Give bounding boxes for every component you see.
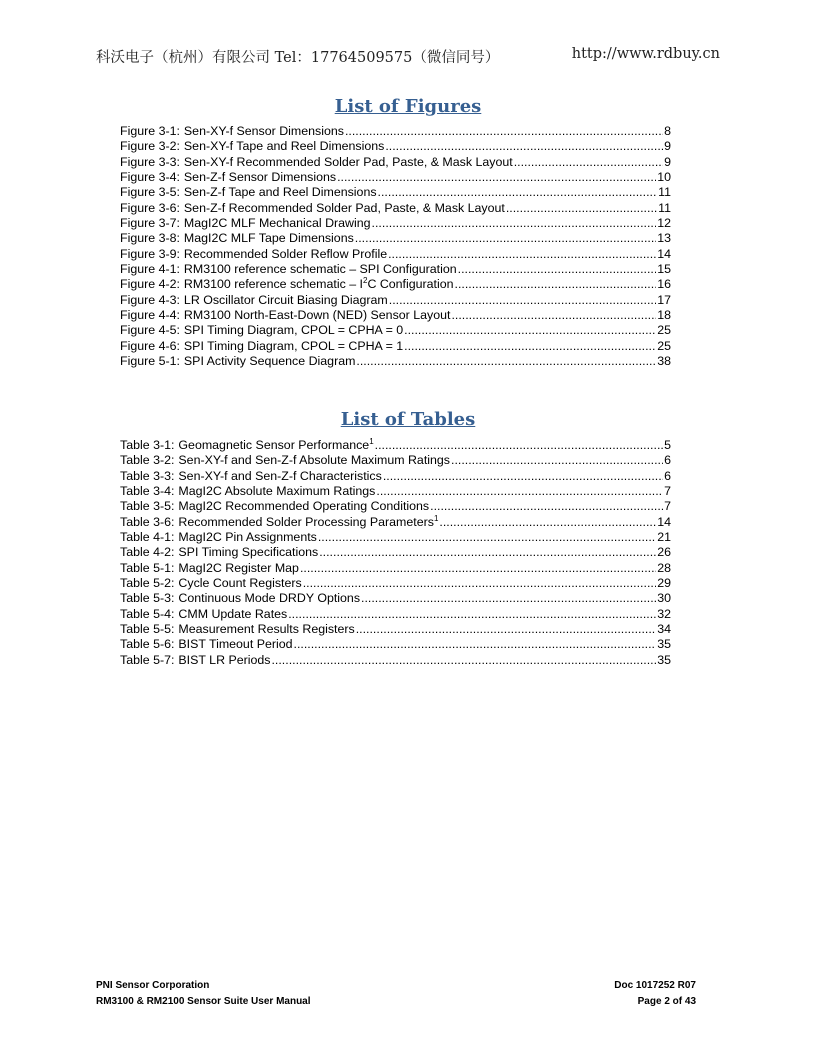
toc-entry-title: Sen-Z-f Sensor Dimensions [183, 170, 337, 185]
figure-entry[interactable] [120, 293, 671, 308]
footer-doc-number: Doc 1017252 R07 [614, 980, 696, 991]
figure-entry[interactable] [120, 308, 671, 323]
toc-entry-label: Figure 3-6: [120, 200, 180, 215]
toc-entry-label: Table 3-4: [120, 484, 175, 499]
dot-leader [458, 262, 657, 277]
dot-leader [451, 453, 663, 468]
dot-leader [404, 323, 656, 338]
figure-entry[interactable] [120, 124, 671, 139]
toc-entry-page: 11 [658, 200, 671, 215]
toc-entry-page: 6 [664, 453, 671, 468]
toc-entry-label: Figure 4-3: [120, 292, 180, 307]
toc-entry-title: Sen-XY-f Sensor Dimensions [183, 124, 344, 138]
figure-entry[interactable] [120, 277, 671, 292]
table-entry[interactable] [120, 607, 671, 622]
table-entry[interactable] [120, 530, 671, 545]
dot-leader [294, 637, 657, 652]
dot-leader [356, 354, 656, 369]
toc-entry-page: 17 [657, 292, 671, 307]
dot-leader [439, 515, 656, 530]
toc-entry-label: Figure 4-1: [120, 262, 180, 277]
table-entry[interactable] [120, 545, 671, 560]
toc-entry-title: Sen-XY-f Recommended Solder Pad, Paste, & Mask Layout [183, 154, 513, 169]
toc-entry-page: 11 [658, 185, 671, 200]
table-entry[interactable] [120, 499, 671, 514]
toc-entry-page: 16 [657, 277, 671, 292]
toc-entry-label: Table 5-7: [120, 652, 175, 667]
toc-entry-title: Measurement Results Registers [178, 622, 355, 637]
toc-entry-title: RM3100 North-East-Down (NED) Sensor Layout [183, 308, 451, 323]
toc-entry-page: 34 [657, 622, 671, 637]
toc-entry-label: Table 5-1: [120, 560, 175, 575]
toc-entry-page: 21 [657, 530, 671, 545]
toc-entry-page: 9 [664, 139, 671, 154]
figure-entry[interactable] [120, 201, 671, 216]
dot-leader [318, 530, 656, 545]
toc-entry-title: MagI2C Register Map [178, 560, 299, 575]
dot-leader [361, 591, 656, 606]
toc-entry-label: Table 5-3: [120, 591, 175, 606]
dot-leader [376, 484, 663, 499]
footer-line-2 [96, 996, 696, 1007]
table-entry[interactable] [120, 515, 671, 530]
dot-leader [288, 607, 656, 622]
toc-entry-title: SPI Timing Diagram, CPOL = CPHA = 1 [183, 338, 404, 353]
footer-page-number: Page 2 of 43 [637, 996, 696, 1007]
toc-entry-label: Figure 5-1: [120, 354, 180, 369]
table-entry[interactable] [120, 453, 671, 468]
dot-leader [385, 139, 663, 154]
toc-entry-title-part: RM3100 reference schematic – I [183, 277, 363, 292]
dot-leader [388, 247, 656, 262]
dot-leader [514, 155, 663, 170]
toc-entry-label: Table 4-1: [120, 530, 175, 545]
dot-leader [455, 277, 657, 292]
toc-entry-page: 29 [657, 576, 671, 591]
toc-entry-title: Sen-XY-f and Sen-Z-f Absolute Maximum Ratings [178, 453, 450, 468]
toc-entry-page: 38 [657, 354, 671, 369]
toc-entry-label: Figure 3-7: [120, 216, 180, 231]
toc-entry-title: LR Oscillator Circuit Biasing Diagram [183, 292, 388, 307]
toc-entry-title: MagI2C Pin Assignments [178, 530, 317, 545]
toc-entry-title-part: Geomagnetic Sensor Performance [178, 438, 370, 452]
toc-entry-title: Sen-XY-f and Sen-Z-f Characteristics [178, 468, 382, 483]
toc-entry-title: SPI Activity Sequence Diagram [183, 354, 356, 369]
tables-list [120, 438, 671, 668]
toc-entry-title: MagI2C MLF Mechanical Drawing [183, 216, 371, 231]
toc-entry-page: 15 [657, 262, 671, 277]
toc-entry-label: Table 4-2: [120, 545, 175, 560]
list-of-tables-title: List of Tables [340, 409, 476, 430]
table-entry[interactable] [120, 576, 671, 591]
dot-leader [300, 561, 656, 576]
dot-leader [355, 231, 656, 246]
superscript: 1 [369, 436, 374, 446]
dot-leader [404, 339, 656, 354]
figure-entry[interactable] [120, 185, 671, 200]
dot-leader [372, 216, 657, 231]
toc-entry-label: Figure 3-3: [120, 154, 180, 169]
figure-entry[interactable] [120, 231, 671, 246]
figure-entry[interactable] [120, 339, 671, 354]
toc-entry-page: 35 [657, 652, 671, 667]
table-entry[interactable] [120, 469, 671, 484]
toc-entry-page: 26 [657, 545, 671, 560]
toc-entry-page: 8 [664, 124, 671, 138]
dot-leader [378, 185, 658, 200]
toc-entry-label: Figure 4-2: [120, 277, 180, 292]
figure-entry[interactable] [120, 216, 671, 231]
header-company-contact: 科沃电子（杭州）有限公司 Tel：17764509575（微信同号） [96, 50, 500, 66]
superscript: 2 [362, 276, 368, 286]
toc-entry-page: 6 [664, 468, 671, 483]
toc-entry-label: Table 3-5: [120, 499, 175, 514]
toc-entry-title: Cycle Count Registers [178, 576, 302, 591]
figure-entry[interactable] [120, 139, 671, 154]
dot-leader [430, 499, 663, 514]
toc-entry-label: Table 3-2: [120, 453, 175, 468]
figure-entry[interactable] [120, 170, 671, 185]
table-entry[interactable] [120, 561, 671, 576]
toc-entry-page: 14 [657, 514, 671, 529]
dot-leader [337, 170, 656, 185]
dot-leader [356, 622, 656, 637]
toc-entry-label: Table 3-6: [120, 514, 175, 529]
dot-leader [506, 201, 657, 216]
toc-entry-page: 18 [657, 308, 671, 323]
dot-leader [303, 576, 657, 591]
toc-entry-label: Figure 3-5: [120, 185, 180, 200]
table-entry[interactable] [120, 637, 671, 652]
toc-entry-page: 7 [664, 499, 671, 514]
dot-leader [271, 653, 656, 668]
table-entry[interactable] [120, 591, 671, 606]
toc-entry-page: 5 [664, 438, 671, 452]
toc-entry-page: 9 [664, 154, 671, 169]
toc-entry-page: 28 [657, 560, 671, 575]
table-entry[interactable] [120, 484, 671, 499]
dot-leader [451, 308, 656, 323]
toc-entry-label: Figure 3-8: [120, 231, 180, 246]
toc-entry-title: CMM Update Rates [178, 606, 288, 621]
toc-entry-label: Table 3-1: [120, 438, 175, 452]
footer-manual-title: RM3100 & RM2100 Sensor Suite User Manual [96, 996, 311, 1007]
toc-entry-title: MagI2C Recommended Operating Conditions [178, 499, 430, 514]
toc-entry-label: Table 5-5: [120, 622, 175, 637]
toc-entry-title: Sen-Z-f Tape and Reel Dimensions [183, 185, 377, 200]
toc-entry-title-part: Recommended Solder Processing Parameters [178, 514, 434, 529]
toc-entry-title: MagI2C Absolute Maximum Ratings [178, 484, 376, 499]
toc-entry-label: Figure 3-1: [120, 124, 180, 138]
dot-leader [319, 545, 656, 560]
toc-entry-page: 35 [657, 637, 671, 652]
toc-entry-label: Table 5-2: [120, 576, 175, 591]
toc-entry-page: 14 [657, 246, 671, 261]
toc-entry-label: Figure 4-4: [120, 308, 180, 323]
footer-company: PNI Sensor Corporation [96, 980, 210, 991]
toc-entry-label: Figure 4-6: [120, 338, 180, 353]
footer-line-1 [96, 980, 696, 991]
toc-entry-title: BIST LR Periods [178, 652, 271, 667]
table-entry[interactable] [120, 622, 671, 637]
toc-entry-title: SPI Timing Diagram, CPOL = CPHA = 0 [183, 323, 404, 338]
toc-entry-title: MagI2C MLF Tape Dimensions [183, 231, 354, 246]
dot-leader [345, 124, 663, 139]
toc-entry-title: Sen-Z-f Recommended Solder Pad, Paste, & Mask Layout [183, 200, 505, 215]
toc-entry-title [178, 438, 373, 453]
toc-entry-title [184, 277, 454, 292]
superscript: 1 [433, 513, 439, 523]
figure-entry[interactable] [120, 354, 671, 369]
figures-list [120, 124, 671, 370]
dot-leader [383, 469, 663, 484]
toc-entry-title: Recommended Solder Reflow Profile [183, 246, 388, 261]
toc-entry-title: Sen-XY-f Tape and Reel Dimensions [183, 139, 385, 154]
toc-entry-label: Table 5-6: [120, 637, 175, 652]
toc-entry-page: 32 [657, 606, 671, 621]
toc-entry-title [178, 515, 438, 530]
toc-entry-title: Continuous Mode DRDY Options [178, 591, 361, 606]
header-url: http://www.rdbuy.cn [571, 46, 720, 62]
table-entry[interactable] [120, 438, 671, 453]
figure-entry[interactable] [120, 247, 671, 262]
page-header [96, 46, 720, 67]
toc-entry-page: 25 [657, 323, 671, 338]
toc-entry-label: Figure 3-2: [120, 139, 180, 154]
figure-entry[interactable] [120, 323, 671, 338]
toc-entry-label: Figure 4-5: [120, 323, 180, 338]
list-of-figures-title: List of Figures [334, 96, 482, 117]
toc-entry-title-part: C Configuration [367, 277, 454, 292]
toc-entry-page: 12 [657, 216, 671, 231]
toc-entry-page: 10 [657, 170, 671, 185]
toc-entry-label: Figure 3-9: [120, 246, 180, 261]
toc-entry-page: 7 [664, 484, 671, 499]
figure-entry[interactable] [120, 262, 671, 277]
toc-entry-page: 30 [657, 591, 671, 606]
toc-entry-label: Figure 3-4: [120, 170, 180, 185]
toc-entry-label: Table 3-3: [120, 468, 175, 483]
toc-entry-page: 25 [657, 338, 671, 353]
dot-leader [389, 293, 656, 308]
toc-entry-title: SPI Timing Specifications [178, 545, 319, 560]
toc-entry-title: RM3100 reference schematic – SPI Configuration [183, 262, 457, 277]
toc-entry-label: Table 5-4: [120, 606, 175, 621]
dot-leader [375, 438, 663, 453]
toc-entry-title: BIST Timeout Period [178, 637, 293, 652]
table-entry[interactable] [120, 653, 671, 668]
figure-entry[interactable] [120, 155, 671, 170]
toc-entry-page: 13 [657, 231, 671, 246]
